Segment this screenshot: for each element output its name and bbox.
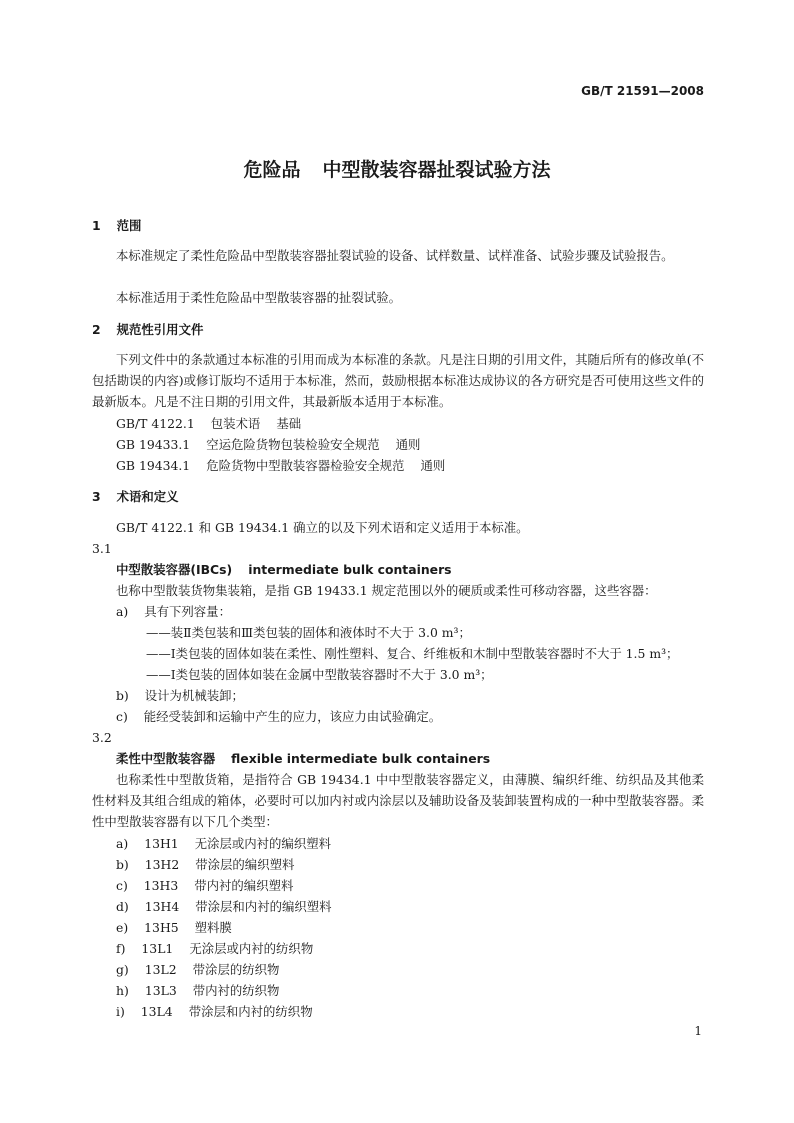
type-item [116, 1006, 313, 1018]
type-item [116, 880, 293, 892]
type-label: g) [116, 962, 129, 977]
type-desc: 无涂层或内衬的纺织物 [189, 941, 314, 956]
type-code: 13H1 [144, 836, 179, 851]
list-text: 设计为机械装卸； [144, 688, 244, 703]
type-desc: 无涂层或内衬的编织塑料 [194, 836, 331, 851]
section-title: 范围 [116, 218, 142, 233]
type-label: f) [116, 941, 126, 956]
type-desc: 带内衬的纺织物 [192, 983, 280, 998]
type-desc: 带涂层和内衬的纺织物 [188, 1004, 313, 1019]
section-1-para-1: 本标准规定了柔性危险品中型散装容器扯裂试验的设备、试样数量、试样准备、试验步骤及试验报告。 [116, 248, 674, 263]
type-item [116, 964, 279, 976]
term-3-2-number: 3.2 [92, 730, 112, 745]
term-3-1-definition: 也称中型散装货物集装箱，是指 GB 19433.1 规定范围以外的硬质或柔性可移动容器，这些容器： [116, 583, 657, 598]
title-part2: 中型散装容器扯裂试验方法 [322, 159, 551, 181]
type-code: 13L3 [144, 983, 177, 998]
term-en: flexible intermediate bulk containers [231, 751, 491, 766]
type-label: e) [116, 920, 129, 935]
type-code: 13L4 [140, 1004, 173, 1019]
list-label: a) [116, 604, 129, 619]
ref-suffix: 通则 [420, 458, 446, 473]
title-part1: 危险品 [243, 159, 301, 181]
term-3-2-heading [116, 753, 490, 765]
dash-item: ——装Ⅱ类包装和Ⅲ类包装的固体和液体时不大于 3.0 m³； [146, 625, 471, 640]
type-label: c) [116, 878, 128, 893]
ref-item [116, 460, 445, 472]
list-label: b) [116, 688, 129, 703]
section-2-heading [92, 324, 203, 336]
section-num: 1 [92, 218, 101, 233]
type-desc: 带涂层的编织塑料 [195, 857, 295, 872]
page-number: 1 [694, 1024, 702, 1038]
ref-title: 空运危险货物包装检验安全规范 [206, 437, 380, 452]
type-item [116, 943, 313, 955]
term-cn: 中型散装容器(IBCs) [116, 562, 233, 577]
page-title [0, 155, 794, 182]
type-code: 13L1 [141, 941, 174, 956]
list-text: 能经受装卸和运输中产生的应力，该应力由试验确定。 [143, 709, 442, 724]
type-item [116, 901, 332, 913]
section-num: 3 [92, 489, 101, 504]
type-item [116, 922, 232, 934]
term-cn: 柔性中型散装容器 [116, 751, 216, 766]
section-3-heading [92, 491, 179, 503]
type-desc: 塑料膜 [194, 920, 232, 935]
dash-item: ——Ⅰ类包装的固体如装在柔性、刚性塑料、复合、纤维板和木制中型散装容器时不大于 1.5 m³； [146, 646, 679, 661]
type-code: 13H2 [144, 857, 180, 872]
term-3-1-heading [116, 564, 452, 576]
type-desc: 带涂层的纺织物 [192, 962, 280, 977]
dash-item: ——Ⅰ类包装的固体如装在金属中型散装容器时不大于 3.0 m³； [146, 667, 493, 682]
section-title: 规范性引用文件 [116, 322, 204, 337]
ref-code: GB 19433.1 [116, 437, 191, 452]
section-3-para-1: GB/T 4122.1 和 GB 19434.1 确立的以及下列术语和定义适用于本标准。 [116, 520, 529, 535]
section-1-para-2: 本标准适用于柔性危险品中型散装容器的扯裂试验。 [116, 290, 401, 305]
term-3-2-definition: 也称柔性中型散货箱，是指符合 GB 19434.1 中中型散装容器定义，由薄膜、编织纤维、纺织品及其他柔性材料及其组合组成的箱体，必要时可以加内衬或内涂层以及辅助设备及装卸装置构成的一种中型散装容器。柔性中型散装容器有以下几个类型： [92, 772, 704, 829]
type-item [116, 859, 294, 871]
term-3-1-number: 3.1 [92, 541, 112, 556]
ref-item [116, 418, 301, 430]
type-label: i) [116, 1004, 125, 1019]
ref-title: 危险货物中型散装容器检验安全规范 [206, 458, 405, 473]
type-desc: 带内衬的编织塑料 [194, 878, 294, 893]
type-label: b) [116, 857, 129, 872]
type-item [116, 985, 279, 997]
ref-item [116, 439, 420, 451]
section-title: 术语和定义 [116, 489, 179, 504]
list-item [116, 690, 244, 702]
term-en: intermediate bulk containers [248, 562, 452, 577]
list-text: 具有下列容量： [144, 604, 231, 619]
list-item [116, 606, 231, 618]
type-label: a) [116, 836, 129, 851]
section-1-heading [92, 220, 141, 232]
ref-suffix: 通则 [395, 437, 421, 452]
ref-code: GB/T 4122.1 [116, 416, 195, 431]
type-label: h) [116, 983, 129, 998]
type-label: d) [116, 899, 129, 914]
section-2-para-1: 下列文件中的条款通过本标准的引用而成为本标准的条款。凡是注日期的引用文件，其随后所有的修改单(不包括勘误的内容)或修订版均不适用于本标准，然而，鼓励根据本标准达成协议的各方研究是否可使用这些文件的最新版本。凡是不注日期的引用文件，其最新版本适用于本标准。 [92, 352, 704, 409]
type-code: 13L2 [144, 962, 177, 977]
type-item [116, 838, 331, 850]
ref-code: GB 19434.1 [116, 458, 191, 473]
list-label: c) [116, 709, 128, 724]
section-num: 2 [92, 322, 101, 337]
standard-number: GB/T 21591—2008 [581, 84, 704, 98]
list-item [116, 711, 441, 723]
type-code: 13H5 [144, 920, 179, 935]
ref-suffix: 基础 [276, 416, 302, 431]
ref-title: 包装术语 [210, 416, 261, 431]
type-code: 13H4 [144, 899, 180, 914]
type-code: 13H3 [143, 878, 179, 893]
type-desc: 带涂层和内衬的编织塑料 [195, 899, 332, 914]
